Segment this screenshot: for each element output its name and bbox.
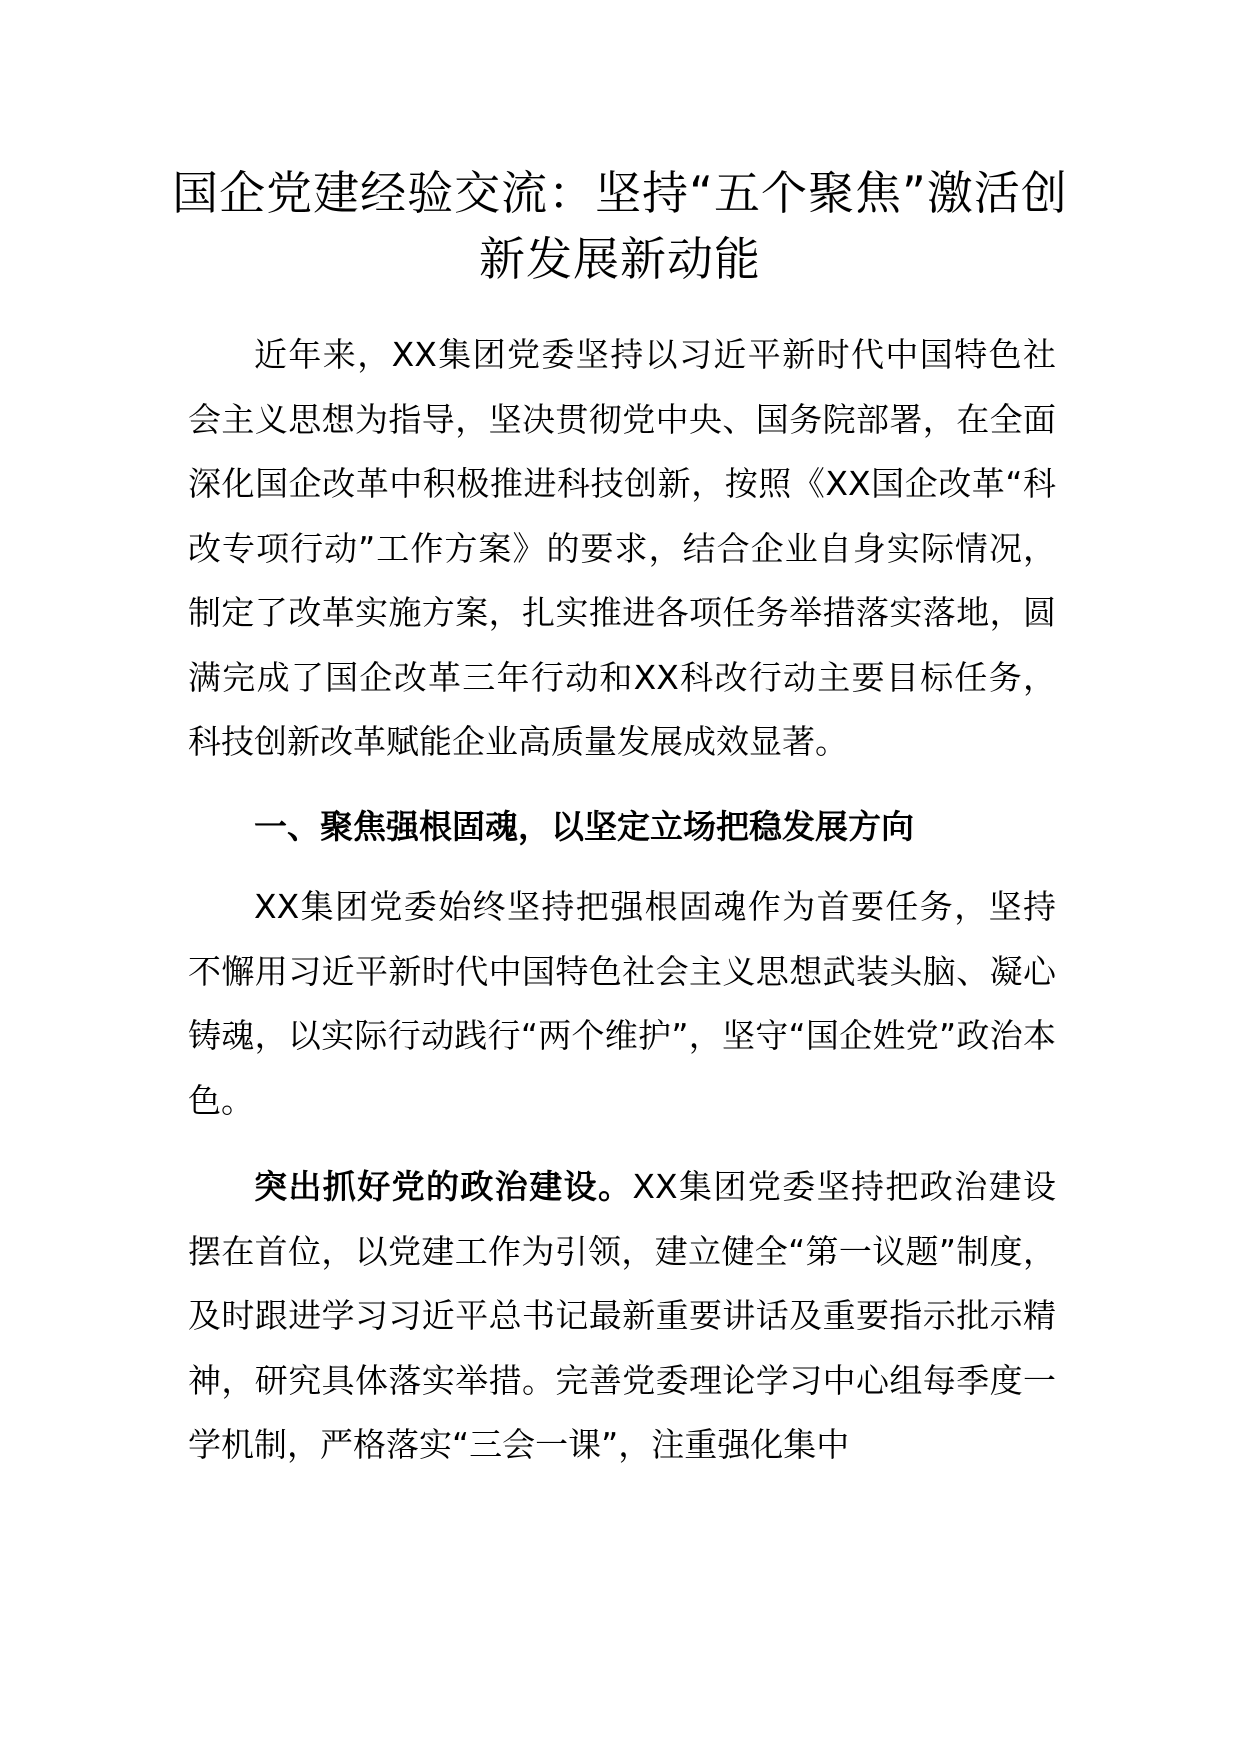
subparagraph-lead: 突出抓好党的政治建设。 [254, 1167, 633, 1206]
section-heading-1: 一、聚焦强根固魂，以坚定立场把稳发展方向 [254, 807, 914, 846]
section-1-subparagraph [188, 1155, 1056, 1478]
section-1-paragraph: XX集团党委始终坚持把强根固魂作为首要任务，坚持不懈用习近平新时代中国特色社会主义思想武装头脑、凝心铸魂，以实际行动践行“两个维护”，坚守“国企姓党”政治本色。 [188, 887, 1056, 1120]
subparagraph-body: XX集团党委坚持把政治建设摆在首位，以党建工作为引领，建立健全“第一议题”制度，及时跟进学习习近平总书记最新重要讲话及重要指示批示精神，研究具体落实举措。完善党委理论学习中心组每季度一学机制，严格落实“三会一课”，注重强化集中 [188, 1167, 1056, 1464]
document-title: 国企党建经验交流：坚持“五个聚焦”激活创新发展新动能 [172, 166, 1068, 286]
intro-paragraph: 近年来，XX集团党委坚持以习近平新时代中国特色社会主义思想为指导，坚决贯彻党中央、国务院部署，在全面深化国企改革中积极推进科技创新，按照《XX国企改革“科改专项行动”工作方案》的要求，结合企业自身实际情况，制定了改革实施方案，扎实推进各项任务举措落实落地，圆满完成了国企改革三年行动和XX科改行动主要目标任务，科技创新改革赋能企业高质量发展成效显著。 [188, 335, 1056, 761]
